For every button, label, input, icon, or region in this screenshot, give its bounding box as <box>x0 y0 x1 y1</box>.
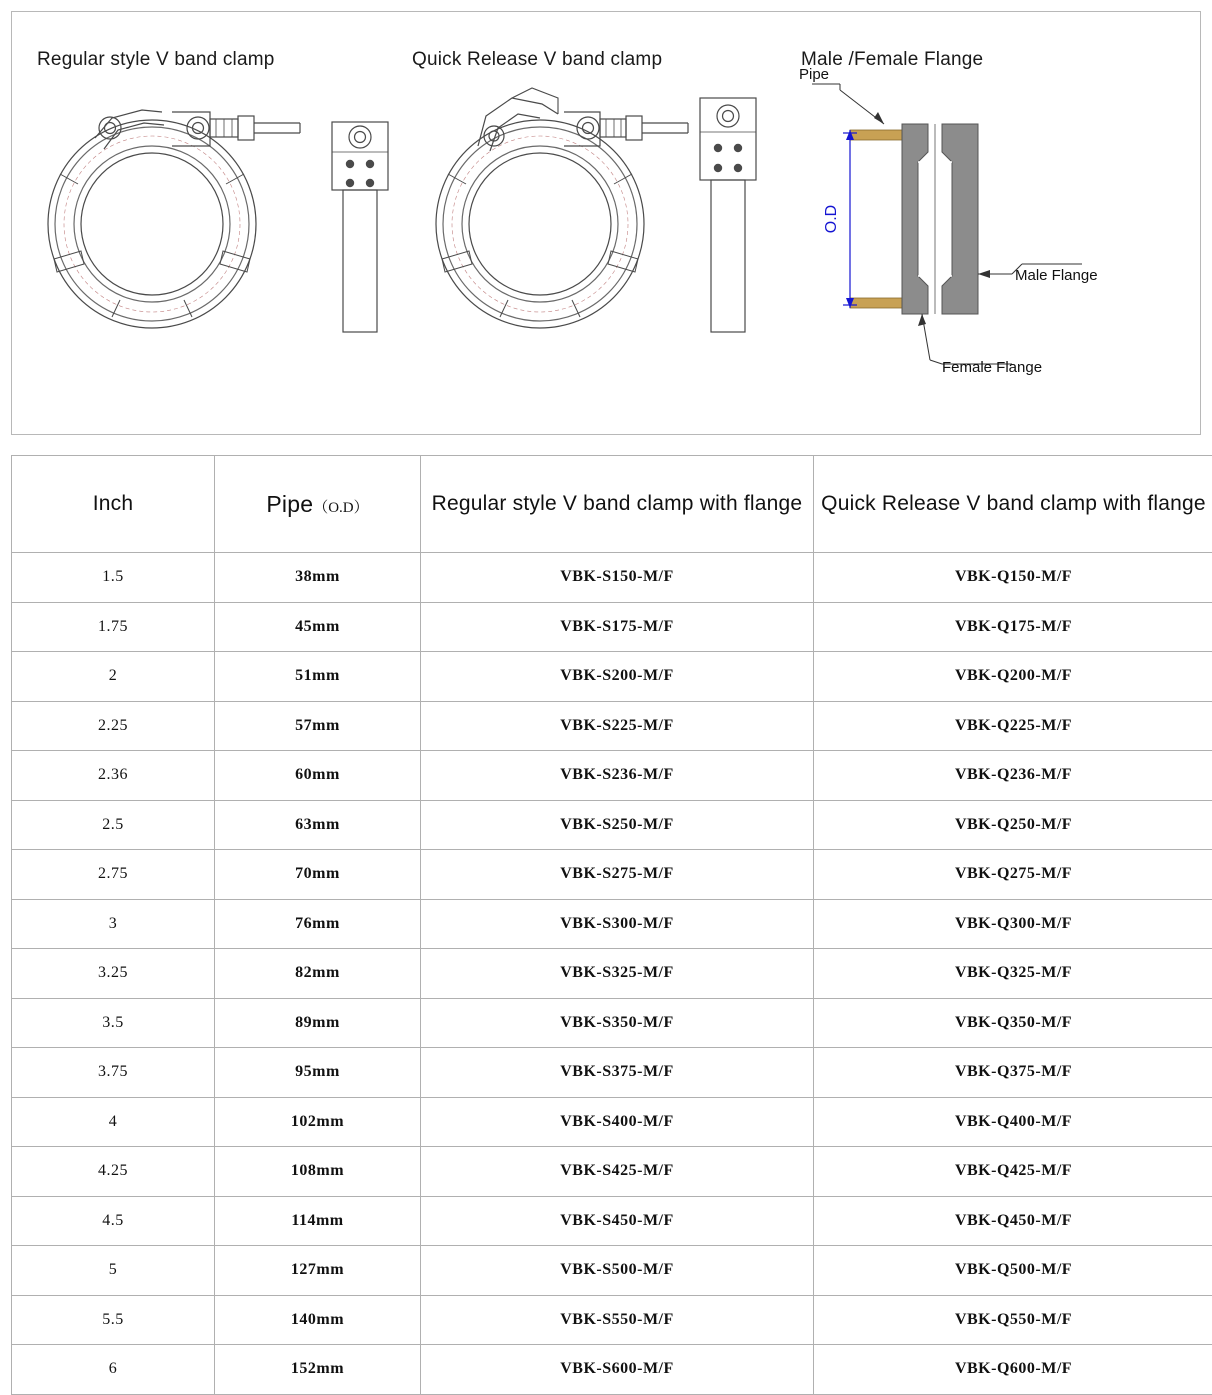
cell-pipe: 63mm <box>215 800 421 850</box>
table-header-row <box>12 456 1212 553</box>
cell-regular-part-number: VBK-S175-M/F <box>421 602 814 652</box>
cell-pipe: 95mm <box>215 1048 421 1098</box>
cell-regular-part-number: VBK-S375-M/F <box>421 1048 814 1098</box>
cell-quick-part-number: VBK-Q550-M/F <box>814 1295 1212 1345</box>
label-female-flange: Female Flange <box>942 359 1042 376</box>
table-row <box>12 1196 1212 1246</box>
cell-quick-part-number: VBK-Q175-M/F <box>814 602 1212 652</box>
cell-regular-part-number: VBK-S600-M/F <box>421 1345 814 1395</box>
cell-regular-part-number: VBK-S275-M/F <box>421 850 814 900</box>
table-row <box>12 553 1212 603</box>
cell-regular-part-number: VBK-S225-M/F <box>421 701 814 751</box>
diagram-title-flange: Male /Female Flange <box>801 49 983 71</box>
cell-inch: 1.75 <box>12 602 215 652</box>
cell-regular-part-number: VBK-S550-M/F <box>421 1295 814 1345</box>
cell-regular-part-number: VBK-S500-M/F <box>421 1246 814 1296</box>
cell-quick-part-number: VBK-Q500-M/F <box>814 1246 1212 1296</box>
cell-regular-part-number: VBK-S400-M/F <box>421 1097 814 1147</box>
cell-pipe: 76mm <box>215 899 421 949</box>
table-row <box>12 701 1212 751</box>
male-female-flange-section <box>812 84 1082 364</box>
table-row <box>12 998 1212 1048</box>
cell-quick-part-number: VBK-Q275-M/F <box>814 850 1212 900</box>
column-header-quick: Quick Release V band clamp with flange <box>814 456 1212 553</box>
column-header-pipe <box>215 456 421 553</box>
cell-inch: 2.75 <box>12 850 215 900</box>
cell-quick-part-number: VBK-Q236-M/F <box>814 751 1212 801</box>
cell-quick-part-number: VBK-Q400-M/F <box>814 1097 1212 1147</box>
cell-pipe: 60mm <box>215 751 421 801</box>
cell-regular-part-number: VBK-S300-M/F <box>421 899 814 949</box>
product-diagram-panel <box>11 11 1201 435</box>
cell-inch: 3 <box>12 899 215 949</box>
cell-quick-part-number: VBK-Q225-M/F <box>814 701 1212 751</box>
cell-pipe: 82mm <box>215 949 421 999</box>
cell-quick-part-number: VBK-Q325-M/F <box>814 949 1212 999</box>
regular-clamp-side-view <box>332 122 388 332</box>
label-od: O.D <box>823 205 840 233</box>
cell-inch: 4.5 <box>12 1196 215 1246</box>
cell-pipe: 38mm <box>215 553 421 603</box>
cell-inch: 4 <box>12 1097 215 1147</box>
cell-pipe: 45mm <box>215 602 421 652</box>
diagram-title-regular: Regular style V band clamp <box>37 49 275 71</box>
spec-table-head <box>12 456 1212 553</box>
column-header-inch: Inch <box>12 456 215 553</box>
cell-pipe: 152mm <box>215 1345 421 1395</box>
cell-inch: 5 <box>12 1246 215 1296</box>
cell-inch: 1.5 <box>12 553 215 603</box>
table-row <box>12 602 1212 652</box>
cell-pipe: 140mm <box>215 1295 421 1345</box>
cell-inch: 3.25 <box>12 949 215 999</box>
cell-quick-part-number: VBK-Q150-M/F <box>814 553 1212 603</box>
diagram-title-quick: Quick Release V band clamp <box>412 49 662 71</box>
table-row <box>12 1295 1212 1345</box>
cell-inch: 2.25 <box>12 701 215 751</box>
cell-pipe: 114mm <box>215 1196 421 1246</box>
label-pipe: Pipe <box>799 66 829 83</box>
column-header-pipe-sub: （O.D） <box>313 500 368 516</box>
table-row <box>12 1048 1212 1098</box>
cell-quick-part-number: VBK-Q450-M/F <box>814 1196 1212 1246</box>
cell-inch: 2.36 <box>12 751 215 801</box>
cell-quick-part-number: VBK-Q425-M/F <box>814 1147 1212 1197</box>
cell-quick-part-number: VBK-Q300-M/F <box>814 899 1212 949</box>
table-row <box>12 949 1212 999</box>
table-row <box>12 1097 1212 1147</box>
spec-table-body <box>12 553 1212 1395</box>
label-male-flange: Male Flange <box>1015 267 1098 284</box>
cell-pipe: 57mm <box>215 701 421 751</box>
cell-quick-part-number: VBK-Q250-M/F <box>814 800 1212 850</box>
cell-quick-part-number: VBK-Q600-M/F <box>814 1345 1212 1395</box>
cell-quick-part-number: VBK-Q200-M/F <box>814 652 1212 702</box>
column-header-pipe-main: Pipe <box>266 491 313 517</box>
quick-release-clamp-side-view <box>700 98 756 332</box>
cell-regular-part-number: VBK-S200-M/F <box>421 652 814 702</box>
cell-inch: 6 <box>12 1345 215 1395</box>
cell-pipe: 102mm <box>215 1097 421 1147</box>
table-row <box>12 751 1212 801</box>
table-row <box>12 1147 1212 1197</box>
cell-pipe: 70mm <box>215 850 421 900</box>
cell-inch: 3.75 <box>12 1048 215 1098</box>
table-row <box>12 1345 1212 1395</box>
cell-regular-part-number: VBK-S250-M/F <box>421 800 814 850</box>
cell-pipe: 108mm <box>215 1147 421 1197</box>
diagram-drawings <box>12 12 1202 436</box>
cell-quick-part-number: VBK-Q375-M/F <box>814 1048 1212 1098</box>
cell-inch: 5.5 <box>12 1295 215 1345</box>
cell-regular-part-number: VBK-S425-M/F <box>421 1147 814 1197</box>
cell-inch: 2.5 <box>12 800 215 850</box>
cell-regular-part-number: VBK-S325-M/F <box>421 949 814 999</box>
cell-inch: 2 <box>12 652 215 702</box>
cell-regular-part-number: VBK-S450-M/F <box>421 1196 814 1246</box>
column-header-regular: Regular style V band clamp with flange <box>421 456 814 553</box>
cell-inch: 3.5 <box>12 998 215 1048</box>
cell-regular-part-number: VBK-S350-M/F <box>421 998 814 1048</box>
spec-table <box>11 455 1212 1395</box>
table-row <box>12 800 1212 850</box>
quick-release-clamp-front-view <box>436 88 688 328</box>
table-row <box>12 652 1212 702</box>
cell-inch: 4.25 <box>12 1147 215 1197</box>
cell-pipe: 89mm <box>215 998 421 1048</box>
regular-clamp-front-view <box>48 110 300 328</box>
cell-regular-part-number: VBK-S236-M/F <box>421 751 814 801</box>
cell-quick-part-number: VBK-Q350-M/F <box>814 998 1212 1048</box>
cell-pipe: 127mm <box>215 1246 421 1296</box>
cell-pipe: 51mm <box>215 652 421 702</box>
table-row <box>12 850 1212 900</box>
table-row <box>12 1246 1212 1296</box>
table-row <box>12 899 1212 949</box>
cell-regular-part-number: VBK-S150-M/F <box>421 553 814 603</box>
